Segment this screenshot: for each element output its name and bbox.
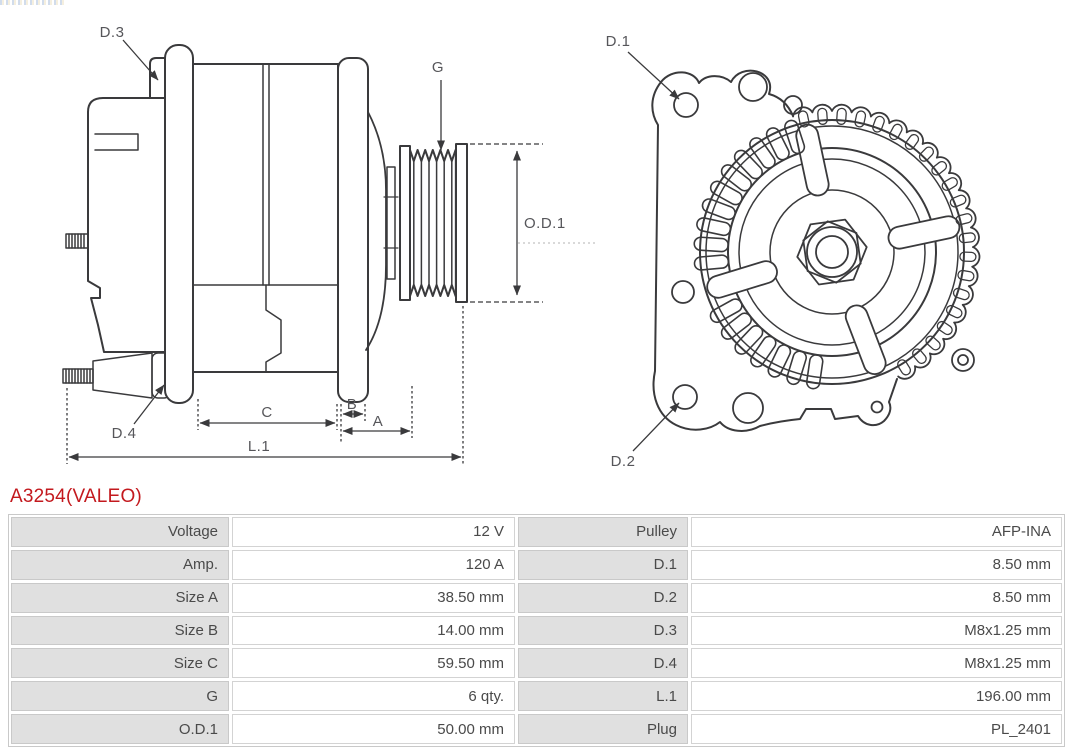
leader-d3 (123, 40, 158, 80)
leader-d1 (628, 52, 679, 99)
label-d2: D.2 (610, 453, 636, 470)
alternator-front-view (652, 71, 979, 431)
label-d4: D.4 (111, 425, 137, 442)
spec-label-cell: Pulley (518, 517, 688, 547)
front-labels (606, 33, 636, 470)
spec-value-cell: AFP-INA (691, 517, 1062, 547)
label-g: G (431, 59, 445, 76)
shaft-nut (797, 220, 866, 285)
label-d1: D.1 (605, 33, 631, 50)
spec-value-cell: M8x1.25 mm (691, 648, 1062, 678)
rear-housing (88, 98, 165, 352)
spec-value-cell: 50.00 mm (232, 714, 515, 744)
spec-value-cell: 6 qty. (232, 681, 515, 711)
front-bracket (338, 58, 368, 402)
spec-value-cell: 38.50 mm (232, 583, 515, 613)
label-od1: O.D.1 (524, 215, 566, 232)
spec-label-cell: Size C (11, 648, 229, 678)
spec-label-cell: O.D.1 (11, 714, 229, 744)
label-b: B (346, 396, 358, 413)
leader-d4 (134, 385, 164, 424)
label-d3: D.3 (99, 24, 125, 41)
pulley (400, 144, 467, 302)
spec-value-cell: 120 A (232, 550, 515, 580)
spec-label-cell: D.4 (518, 648, 688, 678)
spec-value-cell: 59.50 mm (232, 648, 515, 678)
spec-value-cell: 12 V (232, 517, 515, 547)
leader-d2 (633, 403, 679, 451)
spec-label-cell: G (11, 681, 229, 711)
hole-ear (872, 402, 883, 413)
spec-table (8, 514, 1065, 747)
spec-label-cell: D.2 (518, 583, 688, 613)
terminal-studs (63, 234, 170, 398)
spec-label-cell: Voltage (11, 517, 229, 547)
label-a: A (372, 413, 384, 430)
side-dimensions (67, 40, 598, 464)
spec-value-cell: 196.00 mm (691, 681, 1062, 711)
d3-lug (150, 58, 165, 98)
label-l1: L.1 (247, 438, 271, 455)
alternator-side-view (63, 45, 467, 403)
spec-label-cell: Amp. (11, 550, 229, 580)
spec-value-cell: 14.00 mm (232, 616, 515, 646)
rear-mounting-lug (165, 45, 193, 403)
spec-label-cell: Size A (11, 583, 229, 613)
spec-label-cell: D.1 (518, 550, 688, 580)
spec-label-cell: L.1 (518, 681, 688, 711)
spec-label-cell: Size B (11, 616, 229, 646)
hole-d1 (674, 93, 698, 117)
spec-label-cell: D.3 (518, 616, 688, 646)
hole-bottom (733, 393, 763, 423)
spec-value-cell: 8.50 mm (691, 550, 1062, 580)
hole-left (672, 281, 694, 303)
stator-body (193, 64, 338, 372)
label-c: C (261, 404, 273, 421)
spec-value-cell: M8x1.25 mm (691, 616, 1062, 646)
part-number-title: A3254(VALEO) (10, 486, 142, 507)
spec-label-cell: Plug (518, 714, 688, 744)
spec-value-cell: PL_2401 (691, 714, 1062, 744)
spec-value-cell: 8.50 mm (691, 583, 1062, 613)
hole-top (739, 73, 767, 101)
